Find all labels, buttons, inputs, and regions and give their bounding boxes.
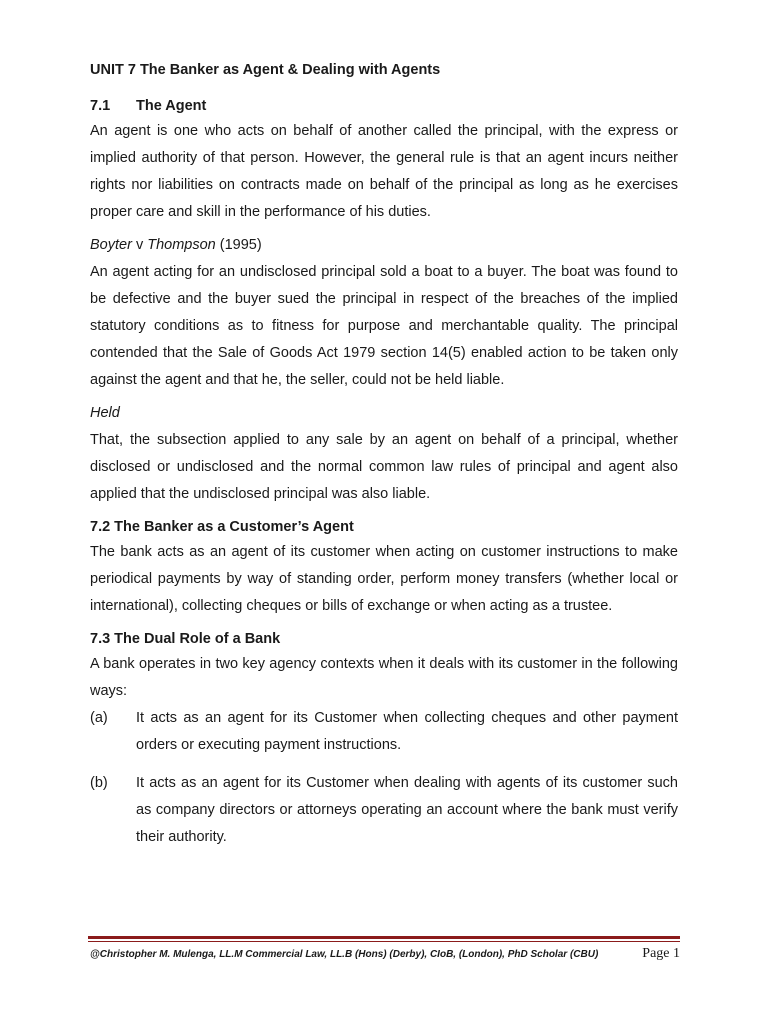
section-7-2-heading: 7.2 The Banker as a Customer’s Agent — [90, 519, 354, 535]
section-7-2-paragraph: The bank acts as an agent of its customer when acting on customer instructions to make periodical payments by way of standing order, perform money transfers (whether local or international), collecting cheques or bills of exchange or when acting as a trustee. — [90, 544, 678, 614]
list-item-label: (a) — [90, 710, 108, 726]
held-label: Held — [90, 405, 120, 421]
case-year: (1995) — [219, 237, 262, 253]
section-7-1-heading — [90, 98, 678, 114]
page-number: Page 1 — [642, 946, 680, 961]
case-versus: v — [135, 237, 144, 253]
section-7-1-number: 7.1 — [90, 98, 111, 114]
list-item — [90, 705, 678, 759]
case-party-2: Thompson — [147, 237, 216, 253]
list-item — [90, 770, 678, 851]
section-7-1-paragraph: An agent is one who acts on behalf of another called the principal, with the express or implied authority of that person. However, the general rule is that an agent incurs neither rights nor liabilities on contracts made on behalf of the principal as long as he exercises proper care and skill in the performance of his duties. — [90, 123, 678, 220]
footer-author: @Christopher M. Mulenga, LL.M Commercial Law, LL.B (Hons) (Derby), CIoB, (London), PhD Scholar (CBU) — [90, 949, 599, 960]
footer-divider-thick — [88, 936, 680, 939]
case-party-1: Boyter — [90, 237, 132, 253]
page-footer — [90, 946, 680, 962]
list-item-text: It acts as an agent for its Customer when dealing with agents of its customer such as company directors or attorneys operating an account where the bank must verify their authority. — [136, 775, 678, 845]
list-item-label: (b) — [90, 775, 108, 791]
unit-title: UNIT 7 The Banker as Agent & Dealing with Agents — [90, 62, 441, 78]
section-7-3-heading: 7.3 The Dual Role of a Bank — [90, 631, 281, 647]
footer-divider-thin — [88, 941, 680, 942]
document-body — [90, 62, 678, 862]
held-paragraph: That, the subsection applied to any sale by an agent on behalf of a principal, whether disclosed or undisclosed and the normal common law rules of principal and agent also applied that the undisclosed principal was also liable. — [90, 432, 678, 502]
section-7-1-title: The Agent — [136, 98, 207, 114]
section-7-3-paragraph: A bank operates in two key agency contexts when it deals with its customer in the following ways: — [90, 656, 678, 699]
case-facts-paragraph: An agent acting for an undisclosed principal sold a boat to a buyer. The boat was found to be defective and the buyer sued the principal in respect of the breaches of the implied statutory conditions as to fitness for purpose and merchantable quality. The principal contended that the Sale of Goods Act 1979 section 14(5) enabled action to be taken only against the agent and that he, the seller, could not be held liable. — [90, 264, 678, 388]
case-citation — [90, 237, 678, 253]
list-item-text: It acts as an agent for its Customer when collecting cheques and other payment orders or executing payment instructions. — [136, 710, 678, 753]
